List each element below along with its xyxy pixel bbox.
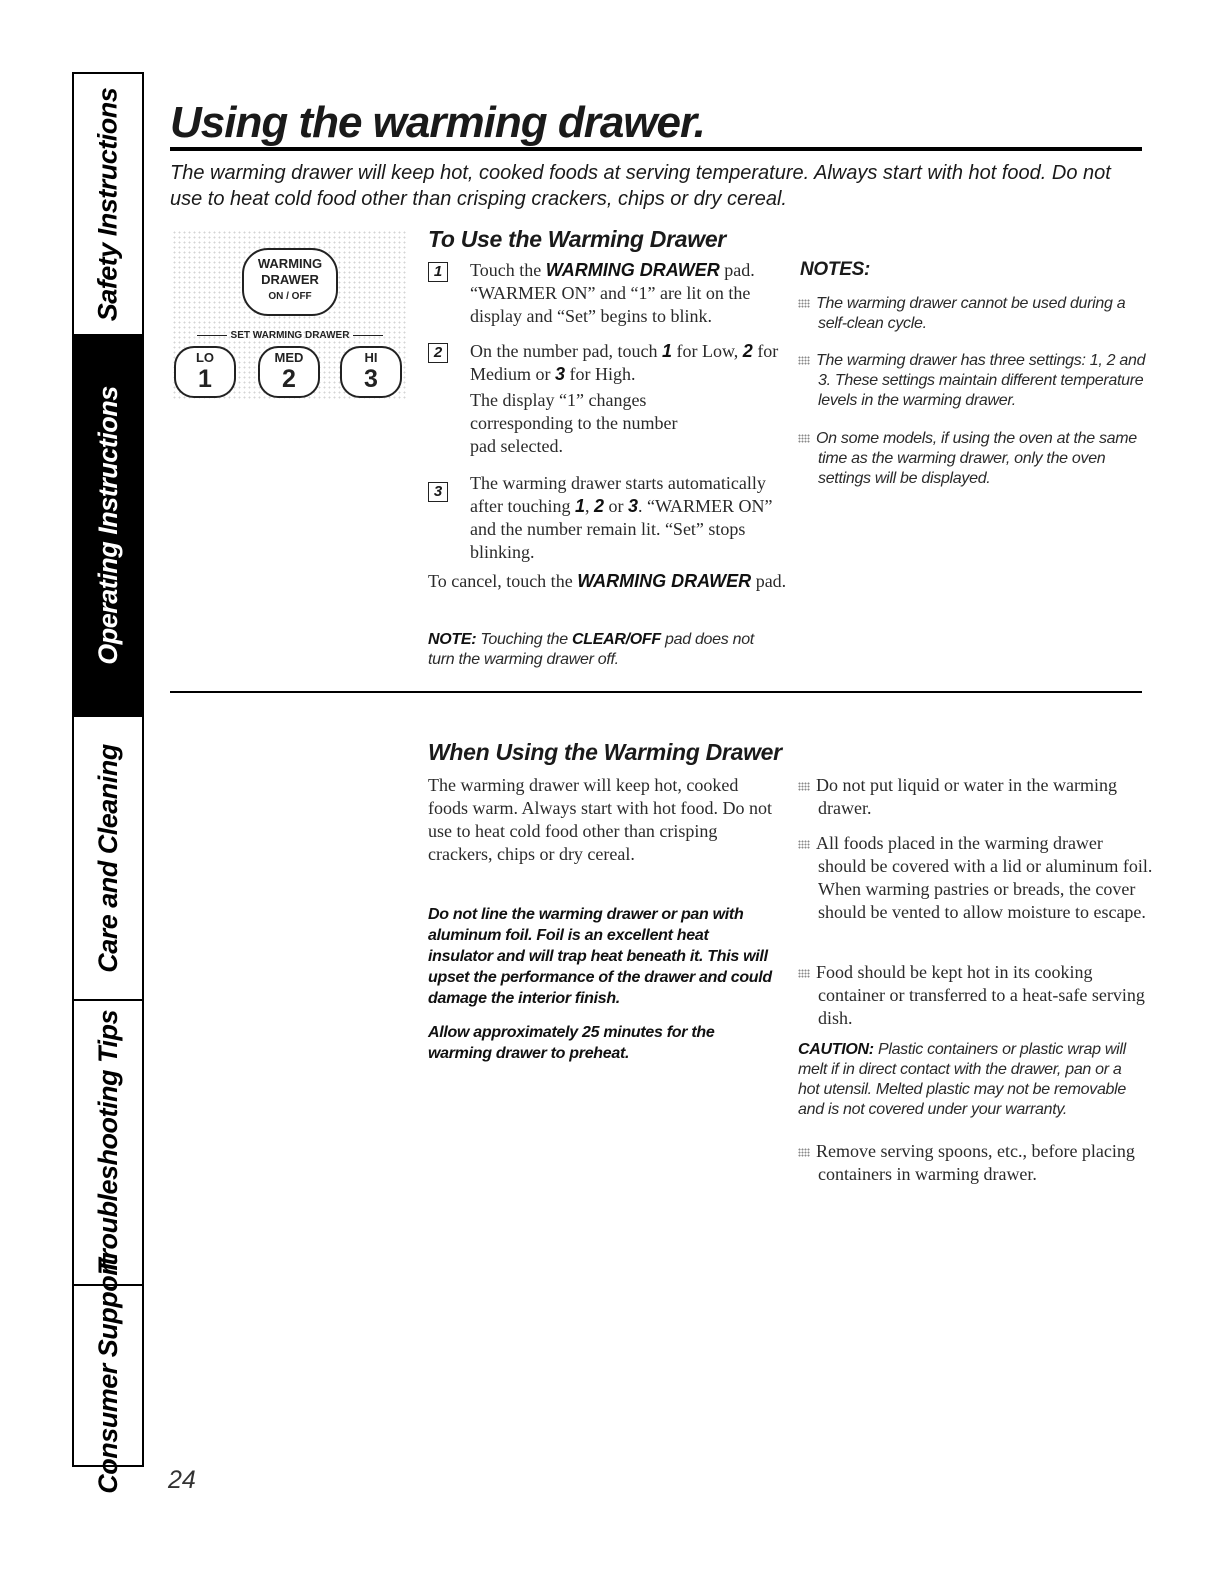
- bullet-icon: [798, 356, 810, 365]
- step-3-text: The warming drawer starts automatically after touching 1, 2 or 3. “WARMER ON” and the number remain lit. “Set” stops blinking.: [470, 473, 773, 562]
- page-title: Using the warming drawer.: [170, 98, 705, 147]
- pad-label: MED: [274, 350, 304, 365]
- caution-note: CAUTION: Plastic containers or plastic wrap will melt if in direct contact with the drawer, pan or a hot utensil. Melted plastic may not be removable and is not covered under your warranty.: [798, 1041, 1126, 1118]
- step-2-extra: The display “1” changes corresponding to the number pad selected.: [470, 390, 678, 456]
- foil-warning: Do not line the warming drawer or pan with aluminum foil. Foil is an excellent heat insulator and will trap heat beneath it. This will upset the performance of the drawer and could damage the interior finish.: [428, 906, 772, 1007]
- bullet-icon: [798, 969, 810, 978]
- bullet-icon: [798, 782, 810, 791]
- tab-consumer-support[interactable]: [74, 1257, 142, 1494]
- section-divider: [170, 691, 1142, 693]
- tab-troubleshooting-tips[interactable]: [74, 1001, 142, 1286]
- tab-label: Operating Instructions: [92, 386, 123, 665]
- bullet-icon: [798, 840, 810, 849]
- tab-label: Consumer Support: [92, 1257, 123, 1494]
- title-divider: [170, 147, 1142, 151]
- lo-pad: [174, 346, 236, 398]
- notes-heading: NOTES:: [800, 259, 870, 280]
- note-item: On some models, if using the oven at the same time as the warming drawer, only the oven settings will be displayed.: [798, 429, 1148, 489]
- tip-item: All foods placed in the warming drawer should be covered with a lid or aluminum foil. When warming pastries or breads, the cover should be vented to allow moisture to escape.: [798, 832, 1153, 924]
- pad-number: 1: [198, 365, 212, 393]
- to-use-heading: To Use the Warming Drawer: [428, 226, 726, 252]
- page-number: 24: [168, 1466, 196, 1494]
- pad-label: HI: [364, 350, 378, 365]
- tab-label: Care and Cleaning: [92, 743, 123, 973]
- tip-item: Remove serving spoons, etc., before placing containers in warming drawer.: [798, 1140, 1153, 1186]
- bullet-icon: [798, 434, 810, 443]
- pad-sublabel: ON / OFF: [268, 291, 312, 302]
- step-number: 2: [428, 343, 448, 363]
- pad-number: 3: [364, 365, 378, 393]
- step-2-text: On the number pad, touch 1 for Low, 2 for Medium or 3 for High.: [470, 341, 779, 384]
- section-tabs: [72, 72, 144, 1494]
- tab-operating-instructions[interactable]: [74, 336, 142, 717]
- preheat-note: Allow approximately 25 minutes for the warming drawer to preheat.: [428, 1024, 715, 1062]
- tab-safety-instructions[interactable]: [74, 74, 142, 336]
- set-warming-drawer-label: SET WARMING DRAWER: [172, 330, 408, 341]
- control-panel-illustration: [172, 230, 408, 400]
- pad-label: LO: [195, 350, 215, 365]
- note-item: The warming drawer cannot be used during a self-clean cycle.: [798, 294, 1148, 334]
- tip-item: Food should be kept hot in its cooking container or transferred to a heat-safe serving dish.: [798, 961, 1153, 1030]
- tab-label: Safety Instructions: [92, 87, 123, 321]
- step-number: 3: [428, 482, 448, 502]
- page-intro: The warming drawer will keep hot, cooked foods at serving temperature. Always start with hot food. Do not use to heat cold food other than crisping crackers, chips or dry cereal.: [170, 162, 1111, 210]
- pad-label: WARMING: [257, 256, 323, 271]
- warming-drawer-pad: [242, 248, 338, 316]
- tab-care-and-cleaning[interactable]: [74, 717, 142, 1001]
- step-number: 1: [428, 262, 448, 282]
- note-item: The warming drawer has three settings: 1, 2 and 3. These settings maintain different temperature levels in the warming drawer.: [798, 351, 1148, 411]
- when-using-intro: The warming drawer will keep hot, cooked foods warm. Always start with hot food. Do not use to heat cold food other than crisping crackers, chips or dry cereal.: [428, 775, 772, 864]
- pad-label: DRAWER: [261, 272, 319, 287]
- pad-number: 2: [282, 365, 296, 393]
- bullet-icon: [798, 1148, 810, 1157]
- clear-off-note: NOTE: Touching the CLEAR/OFF pad does not turn the warming drawer off.: [428, 631, 754, 668]
- hi-pad: [340, 346, 402, 398]
- when-using-heading: When Using the Warming Drawer: [428, 739, 782, 765]
- step-1-text: Touch the WARMING DRAWER pad. “WARMER ON” and “1” are lit on the display and “Set” begins to blink.: [470, 260, 755, 326]
- tab-label: Troubleshooting Tips: [92, 1010, 123, 1275]
- med-pad: [258, 346, 320, 398]
- tip-item: Do not put liquid or water in the warming drawer.: [798, 774, 1153, 820]
- bullet-icon: [798, 299, 810, 308]
- cancel-instruction: To cancel, touch the WARMING DRAWER pad.: [428, 571, 787, 591]
